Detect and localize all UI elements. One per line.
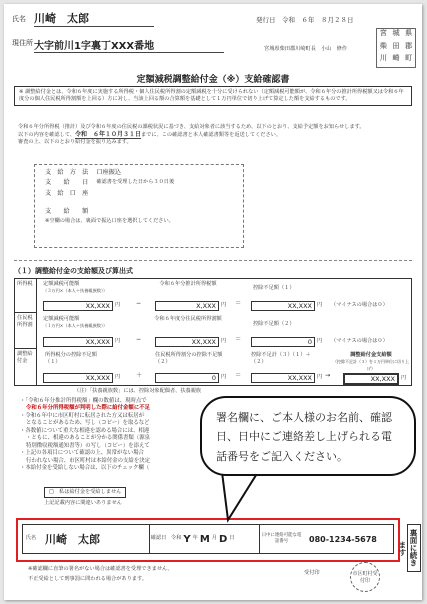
row2-c-value: 0 — [251, 337, 315, 347]
note-item: ・「令和６年分推計所得税額」欄の数値は、現時点で — [20, 398, 147, 404]
warning-2: 不正受給として刑事罰に問われる場合があります。 — [28, 576, 147, 582]
day-mark: D — [219, 533, 228, 545]
issuer: 宮城県柴田郡川崎町長 小山 修作 — [264, 46, 348, 52]
note-item: ・各数値について重大な相違を認める場合には、相違 — [20, 427, 150, 434]
note-item: ・ともに、相違のあることが分かる関係書類（源泉 — [26, 435, 150, 442]
document-title: 定額減税調整給付金（※）支給確認書 — [136, 75, 290, 85]
address-value: 大字前川1字裏丁XXX番地 — [34, 37, 224, 53]
confirm-date-label: 確認日 — [149, 525, 167, 553]
confirm-date-field[interactable]: 令和 Y 年 M 月 D 日 — [171, 533, 235, 545]
divider — [14, 260, 412, 261]
notice-box — [14, 86, 412, 106]
row1-b-value: X,XXX — [155, 301, 219, 311]
yen: 円 — [115, 302, 121, 308]
signature-name-value[interactable]: 川崎 太郎 — [45, 533, 100, 546]
official-seal: 宮 城 県 柴 田 郡 川 崎 町 — [376, 28, 416, 68]
method-label: 支 給 方 法 — [45, 169, 89, 176]
row3-b-label: 住民税所得割分の控除不足額（２） — [155, 352, 223, 366]
payment-info-box — [34, 164, 244, 248]
note-item: 行われない場合、市区町村は本給付金の支給を決定 — [26, 457, 150, 464]
confirm-label: 上記記載内容に間違いありません — [44, 500, 122, 506]
row3-label: 調整給付金 — [15, 349, 37, 386]
confirmation-document — [4, 4, 422, 600]
callout-pointer — [214, 472, 274, 524]
notice-text: 調整給付金とは、令和６年度に実施する所得税・個人住民税所得割の定額減税を十分に受けられない（定額減税可能額が、令和６年分の推計所得税額又は令和６年度分の個人住民税所得割額を上回る）方に対し、当該上回る額の合算額を基礎として１万円単位で切り上げて算定した額を支給するものです。 — [19, 89, 404, 103]
note-item: 特別徴収税額通知書等）の写し（コピー）を添えて — [26, 442, 150, 449]
note-item: 令和６年分所得税額が判明した際に給付金額に不足 — [26, 405, 150, 412]
decline-checkbox[interactable]: □ 私は給付金を受給しません — [44, 487, 126, 498]
account-label: 支 給 口 座 — [45, 189, 89, 197]
row1-a-label: 定額減税可能額 （３万円×（本人＋扶養親族数）） — [43, 281, 108, 294]
note-item: ・本給付金を受給しない場合は、以下のチェック欄（ — [20, 465, 150, 472]
signature-highlight-frame — [16, 518, 400, 562]
row1-note: （マイナスの場合は０） — [331, 302, 388, 308]
row2-b-value: XX,XXX — [155, 337, 219, 347]
row2-label: 住民税所得割 — [15, 313, 37, 349]
reception-label: 受付印 — [304, 570, 320, 576]
signature-name-label: 氏名 — [25, 535, 37, 542]
row2-a-value: XX,XXX — [43, 337, 113, 347]
row1-b-label: 令和６年分推計所得税額 — [159, 281, 217, 287]
warning-1: ※確認欄に直筆の署名がない場合は確認書を受理できません。 — [28, 566, 173, 572]
row2-note: （マイナスの場合は０） — [331, 338, 388, 344]
row1-c-label: 控除不足額（１） — [253, 285, 295, 291]
note-item: ・上記の各項目について確認の上、異常がない場合 — [20, 450, 144, 457]
note-item: となることがあるため、写し（コピー）を取るなど — [26, 420, 150, 427]
row2-b-label: 令和６年度分住民税所得割額 — [154, 316, 222, 322]
year-mark: Y — [183, 533, 191, 545]
method-value: 口座振込 — [96, 169, 122, 176]
calc-section-title: （１）調整給付金の支給額及び算出式 — [14, 267, 133, 275]
row2-a-label: 定額減税可能額 （１万円×（本人＋扶養親族数）） — [43, 316, 108, 329]
row3-b-value: 0 — [155, 373, 219, 383]
intro-line-3: 審査の上、以下のとおり給付金を振り込みます。 — [18, 139, 132, 146]
month-mark: M — [199, 533, 210, 545]
phone-label: 日中に連絡可能な電話番号 — [259, 525, 303, 553]
date-label: 支 給 日 — [45, 179, 89, 187]
row3-d-label: 調整給付金支給額 （控除不足計（３）を１万円単位に切り上げ） — [333, 352, 409, 372]
row3-c-label: 控除不足計（３）（１）＋（２） — [251, 352, 311, 366]
phone-value[interactable]: 080-1234-5678 — [309, 534, 377, 544]
intro-line-1: 令和６年分所得税（推計）及び令和６年度の住民税の課税状況に基づき、支給対象者に該当するため、以下のとおり、支給予定額をお知らせします。 — [18, 124, 365, 130]
row3-d-value: XX,XXX — [343, 373, 399, 385]
continued-on-back-note: 裏面に続きます — [407, 524, 421, 572]
row3-a-label: 所得税分の控除不足額（１） — [45, 352, 97, 366]
date-value: 確認書を受理した日から３０日後 — [96, 179, 175, 186]
address-label: 現住所 — [12, 39, 33, 47]
calc-table: 所得税 定額減税可能額 （３万円×（本人＋扶養親族数）） XX,XXX 円 令和６年分推計所得税額 X,XXX 円 控除不足額（１） XX,XXX 円 （マイナスの場合は０） − ＝ 住民税所得割 定額減税可能額 （１万円×（本人＋扶養親族数）） XX,XXX 円 令和６年度分住民税所得割額 XX,XXX 円 控除不足額（２） 0 円 （マイナスの場合は０） − ＝ 調整給付金 所得税分の控除不足額（１） XX,XXX 円 住民税所得割分の控除不足額（２） 0 円 控除不足計（３）（１）＋（２） XX,XXX 円 調整給付金支給額 （控除不足計（３）を１万円単位に切り上げ） XX,XXX 円 ＋ ＝ → — [14, 278, 412, 386]
row1-a-value: XX,XXX — [43, 301, 113, 311]
name-value: 川崎 太郎 — [34, 10, 154, 27]
notice-mark: ※ — [19, 89, 24, 95]
note-item: ・令和６年中に市区町村に転居された方又は転居が — [20, 412, 144, 419]
row1-c-value: XX,XXX — [251, 301, 315, 311]
amount-label: 支 給 額 — [45, 208, 89, 216]
calc-footnote: （注）「扶養親族数」には、控除対象配偶者、扶養親族 — [74, 388, 202, 394]
row1-label: 所得税 — [15, 279, 37, 313]
row2-c-label: 控除不足額（２） — [253, 321, 295, 327]
issue-date: 発行日 令和 ６年 ８月２８日 — [256, 16, 354, 24]
intro-line-2: 以下の内容を確認して、令和 ６年１０月３１日までに、この確認書と本人確認書類等を返送してください。 — [18, 131, 282, 139]
name-label: 氏名 — [12, 15, 26, 23]
instruction-callout: 署名欄に、ご本人様のお名前、確認日、日中にご連絡差し上げられる電話番号をご記入ください。 — [200, 396, 416, 476]
deadline: 令和 ６年１０月３１日 — [74, 131, 141, 139]
notes-list — [20, 398, 210, 473]
row3-a-value: XX,XXX — [43, 373, 113, 383]
office-stamp-circle: 市区町村受付印 — [350, 562, 380, 592]
amount-note: ※空欄の場合は、裏面で振込口座を選択してください。 — [45, 218, 174, 225]
row3-c-value: XX,XXX — [251, 373, 315, 383]
intro-text — [18, 124, 414, 146]
